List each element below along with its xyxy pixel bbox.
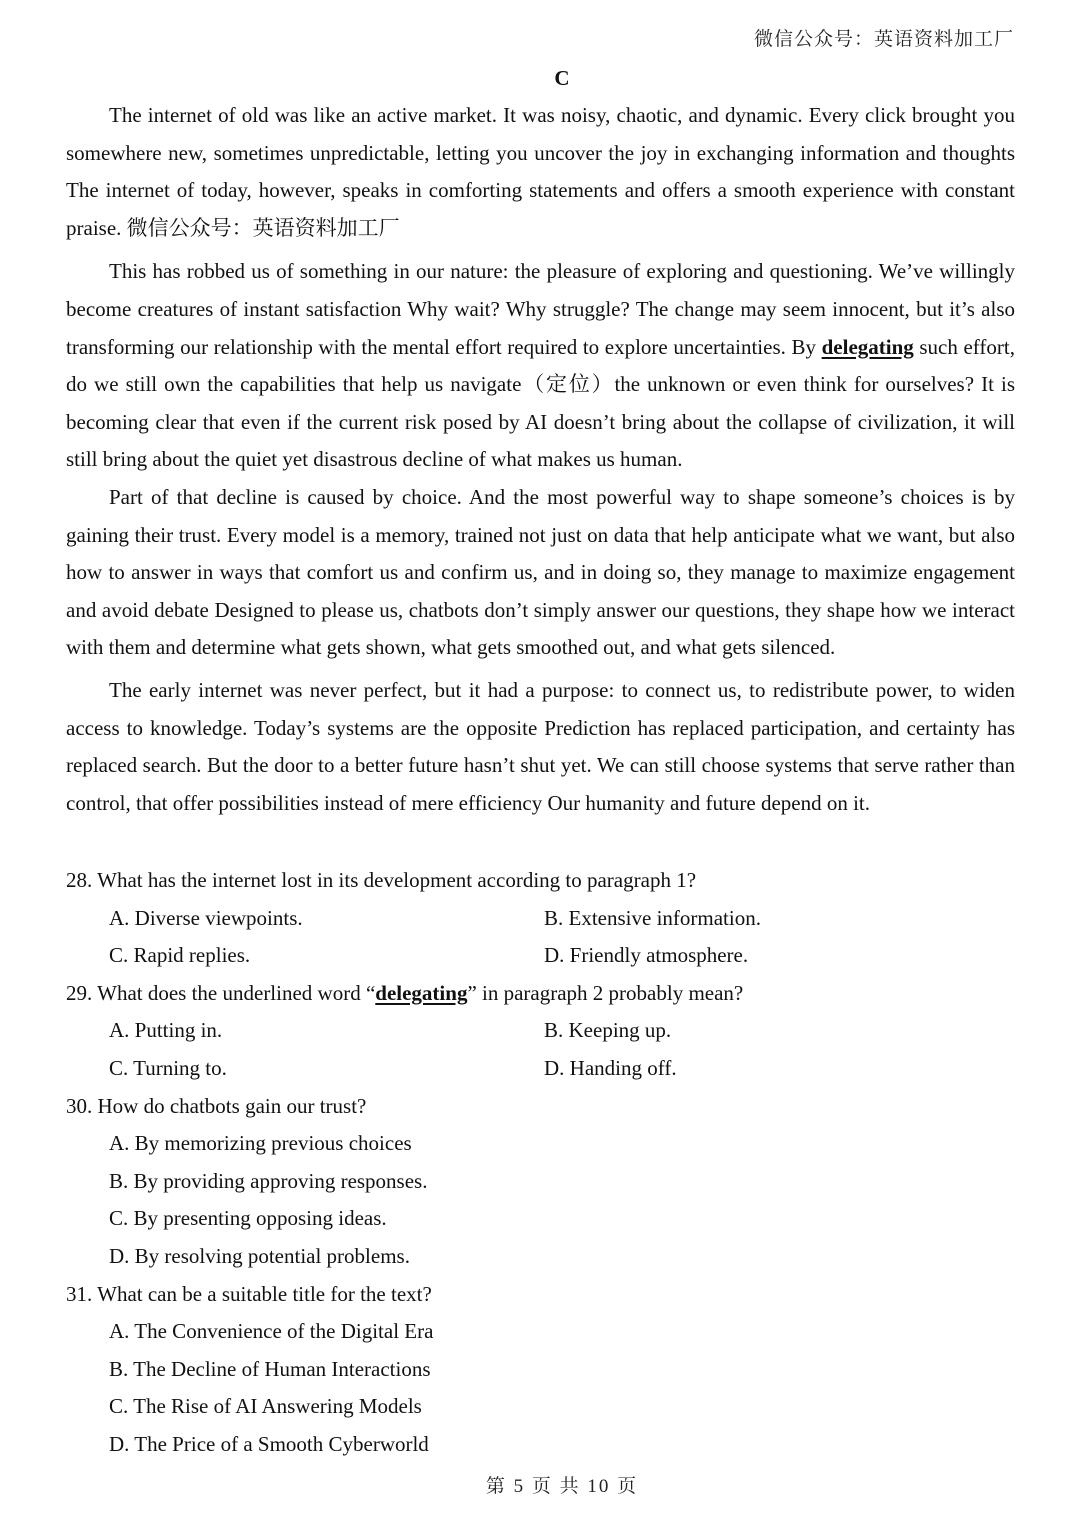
- paragraph-4: The early internet was never perfect, but it had a purpose: to connect us, to redistribute power, to widen access to knowledge. Today’s systems are the opposite Prediction has replaced participation, and certainty has replaced search. But the door to a better future hasn’t shut yet. We can still choose systems that serve rather than control, that offer possibilities instead of mere efficiency Our humanity and future depend on it.: [66, 677, 1015, 815]
- question-29-option-d: D. Handing off.: [544, 1055, 677, 1080]
- paragraph-1: [66, 97, 1015, 247]
- question-31-stem: 31. What can be a suitable title for the text?: [66, 1281, 432, 1306]
- question-30: [66, 1088, 1015, 1276]
- paragraph-1-text: The internet of old was like an active market. It was noisy, chaotic, and dynamic. Every click brought you somewhere new, sometimes unpredictable, letting you uncover the joy in exchanging information and thoughts The internet of today, however, speaks in comforting statements and offers a smooth experience with constant praise.: [66, 103, 1015, 240]
- question-28-option-a: A. Diverse viewpoints.: [109, 905, 303, 930]
- question-28-options: [109, 900, 1015, 975]
- question-31-option-a: A. The Convenience of the Digital Era: [109, 1319, 434, 1344]
- question-31-options: [109, 1313, 1015, 1463]
- question-30-option-a: A. By memorizing previous choices: [109, 1131, 412, 1156]
- question-31: [66, 1276, 1015, 1464]
- question-29-option-c: C. Turning to.: [109, 1055, 227, 1080]
- question-30-option-c: C. By presenting opposing ideas.: [109, 1206, 387, 1231]
- question-28-option-d: D. Friendly atmosphere.: [544, 943, 749, 968]
- paragraph-3: Part of that decline is caused by choice. And the most powerful way to shape someone’s choices is by gaining their trust. Every model is a memory, trained not just on data that help anticipate what we want, but also how to answer in ways that comfort us and confirm us, and in doing so, they manage to maximize engagement and avoid debate Designed to please us, chatbots don’t simply answer our questions, they shape how we interact with them and determine what gets shown, what gets smoothed out, and what gets silenced.: [66, 484, 1015, 660]
- question-28-option-b: B. Extensive information.: [544, 905, 761, 930]
- underlined-word: delegating: [821, 334, 914, 359]
- question-28-option-c: C. Rapid replies.: [109, 943, 251, 968]
- question-31-option-c: C. The Rise of AI Answering Models: [109, 1394, 422, 1419]
- question-29: [66, 975, 1015, 1088]
- question-29-stem-after: ” in paragraph 2 probably mean?: [467, 980, 744, 1005]
- question-28-stem: 28. What has the internet lost in its development according to paragraph 1?: [66, 868, 697, 892]
- section-letter: C: [554, 66, 570, 90]
- question-31-option-d: D. The Price of a Smooth Cyberworld: [109, 1431, 429, 1456]
- question-30-option-b: B. By providing approving responses.: [109, 1168, 428, 1193]
- passage: [66, 97, 1015, 827]
- paragraph-1-watermark: 微信公众号：英语资料加工厂: [126, 215, 400, 240]
- page-number: 第 5 页 共 10 页: [485, 1476, 639, 1497]
- questions: [66, 862, 1015, 1464]
- paragraph-2-before: This has robbed us of something in our nature: the pleasure of exploring and questioning. We’ve willingly become creatures of instant satisfaction Why wait? Why struggle? The change may seem innocent, but it’s also transforming our relationship with the mental effort required to explore uncertainties. By: [66, 259, 1015, 359]
- paragraph-2: [66, 253, 1015, 479]
- question-29-stem-before: 29. What does the underlined word “: [66, 980, 376, 1005]
- question-28: [66, 862, 1015, 975]
- question-29-options: [109, 1012, 1015, 1087]
- question-30-option-d: D. By resolving potential problems.: [109, 1243, 410, 1268]
- question-30-stem: 30. How do chatbots gain our trust?: [66, 1093, 367, 1118]
- header-watermark: 微信公众号：英语资料加工厂: [753, 29, 1014, 50]
- question-31-option-b: B. The Decline of Human Interactions: [109, 1356, 431, 1381]
- question-29-option-a: A. Putting in.: [109, 1018, 223, 1043]
- paragraph-2-after: such effort, do we still own the capabilities that help us navigate（定位）the unknown or even think for ourselves? It is becoming clear that even if the current risk posed by AI doesn’t bring about the collapse of civilization, it will still bring about the quiet yet disastrous decline of what makes us human.: [66, 334, 1015, 472]
- question-29-option-b: B. Keeping up.: [544, 1018, 672, 1043]
- question-29-stem: [66, 975, 1015, 1013]
- question-29-underlined-word: delegating: [375, 980, 468, 1005]
- question-30-options: [109, 1125, 1015, 1275]
